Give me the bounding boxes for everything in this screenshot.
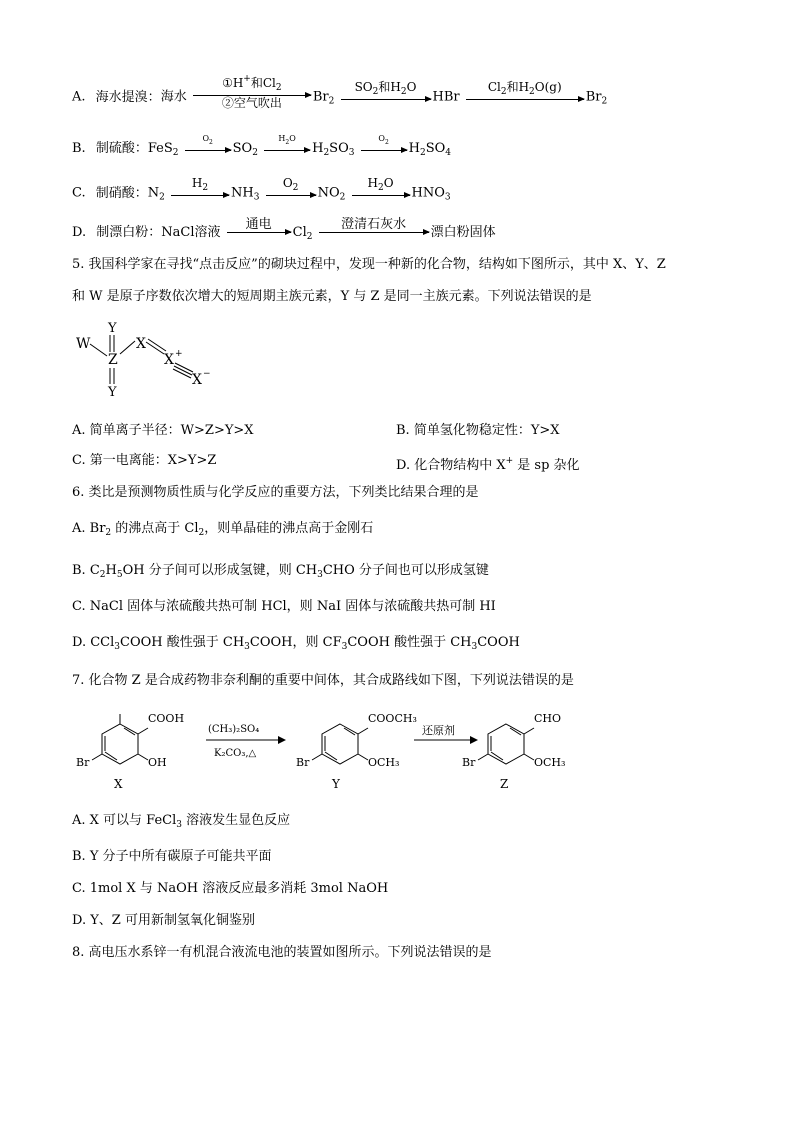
- z-methoxy-group: OCH₃: [534, 756, 566, 769]
- q7-stem: 7. 化合物 Z 是合成药物非奈利酮的重要中间体，其合成路线如下图，下列说法错误的是: [72, 673, 574, 688]
- q5-option-b: B. 简单氢化物稳定性：Y>X: [396, 423, 560, 438]
- y-br-group: Br: [296, 756, 310, 769]
- reaction-arrow: $O_2$: [185, 132, 231, 165]
- q4-option-d: D. 制漂白粉：NaCl溶液 通电 $Cl_2$ 澄清石灰水 漂白粉固体: [72, 218, 496, 247]
- atom-y-top: Y: [108, 321, 117, 336]
- q7-synthesis-scheme: [74, 704, 674, 794]
- reaction-arrow: $Cl_2$和$H_2O(g)$: [466, 80, 584, 114]
- atom-x2: X: [164, 352, 174, 368]
- q7-option-c: C. 1mol X 与 NaOH 溶液反应最多消耗 3mol NaOH: [72, 881, 389, 896]
- x-oh-group: OH: [148, 756, 167, 769]
- x-cooh-group: COOH: [148, 712, 185, 725]
- q5-option-a: A. 简单离子半径：W>Z>Y>X: [72, 423, 254, 438]
- q7-option-b: B. Y 分子中所有碳原子可能共平面: [72, 849, 272, 864]
- atom-w: W: [76, 336, 91, 352]
- q6-stem: 6. 类比是预测物质性质与化学反应的重要方法，下列类比结果合理的是: [72, 485, 479, 500]
- q5-structure-diagram: [74, 318, 234, 398]
- x-br-group: Br: [76, 756, 90, 769]
- reaction-arrow: 澄清石灰水: [319, 218, 429, 247]
- reagent-1-bottom: K₂CO₃,△: [214, 748, 257, 759]
- reaction-arrow: 通电: [227, 218, 291, 247]
- q8-stem: 8. 高电压水系锌一有机混合液流电池的装置如图所示。下列说法错误的是: [72, 945, 492, 960]
- q4-option-b: B. 制硫酸：FeS$_2$ $O_2$ $SO_2$ $H_2O$ $H_2SO_3$ $O_2$ $H_2SO_4$: [72, 132, 451, 165]
- compound-z-label: Z: [500, 777, 509, 791]
- atom-y-bottom: Y: [108, 385, 117, 398]
- q4-option-a: A. 海水提溴：海水 ①H+和$Cl_2$ ②空气吹出 $Br_2$ $SO_2$和$H_2O$ HBr $Cl_2$和$H_2O(g)$ $Br_2$: [72, 80, 607, 114]
- reaction-arrow: $O_2$: [361, 132, 407, 165]
- atom-x3: X: [192, 372, 202, 388]
- reaction-arrow: $H_2O$: [352, 176, 410, 210]
- process-name: 海水提溴：: [95, 89, 161, 105]
- compound-x-label: X: [114, 777, 123, 791]
- reaction-arrow: $H_2O$: [264, 132, 310, 165]
- y-ester-group: COOCH₃: [368, 712, 417, 725]
- q6-option-c: C. NaCl 固体与浓硫酸共热可制 HCl，则 NaI 固体与浓硫酸共热可制 HI: [72, 599, 496, 614]
- q4-option-c: C. 制硝酸：$N_2$ $H_2$ $NH_3$ $O_2$ $NO_2$ $H_2O$ $HNO_3$: [72, 176, 451, 210]
- q6-option-d: D. CCl$_3$COOH 酸性强于 $CH_3COOH$，则 $CF_3COOH$ 酸性强于 $CH_3COOH$: [72, 635, 520, 652]
- q6-option-a: A. $Br_2$ 的沸点高于 $Cl_2$，则单晶硅的沸点高于金刚石: [72, 521, 374, 538]
- reaction-arrow: $O_2$: [266, 176, 316, 210]
- reagent-2-top: 还原剂: [422, 724, 455, 737]
- q5-stem-line1: 5. 我国科学家在寻找“点击反应”的砌块过程中，发现一种新的化合物，结构如下图所示，其中 X、Y、Z: [72, 257, 666, 272]
- q6-option-b: B. $C_2H_5OH$ 分子间可以形成氢键，则 $CH_3CHO$ 分子间也可以形成氢键: [72, 563, 489, 580]
- atom-z: Z: [108, 352, 118, 368]
- reagent-1-top: (CH₃)₂SO₄: [208, 724, 260, 735]
- q5-option-d: D. 化合物结构中 X+ 是 sp 杂化: [396, 456, 580, 473]
- q5-stem-line2: 和 W 是原子序数依次增大的短周期主族元素，Y 与 Z 是同一主族元素。下列说法错误的是: [72, 289, 592, 304]
- reactant: 海水: [160, 89, 187, 105]
- compound-y-label: Y: [332, 777, 340, 791]
- option-label: A.: [72, 89, 86, 105]
- svg-text:+: +: [175, 349, 183, 359]
- reaction-arrow: ①H+和$Cl_2$ ②空气吹出: [193, 84, 311, 110]
- atom-x1: X: [136, 336, 146, 352]
- q7-option-d: D. Y、Z 可用新制氢氧化铜鉴别: [72, 913, 255, 928]
- q7-option-a: A. X 可以与 FeCl$_3$ 溶液发生显色反应: [72, 813, 291, 830]
- reaction-arrow: $H_2$: [171, 176, 229, 210]
- svg-text:−: −: [203, 369, 211, 379]
- reaction-arrow: $SO_2$和$H_2O$: [341, 80, 431, 114]
- y-methoxy-group: OCH₃: [368, 756, 400, 769]
- z-br-group: Br: [462, 756, 476, 769]
- q5-option-c: C. 第一电离能：X>Y>Z: [72, 453, 217, 468]
- z-aldehyde-group: CHO: [534, 712, 562, 725]
